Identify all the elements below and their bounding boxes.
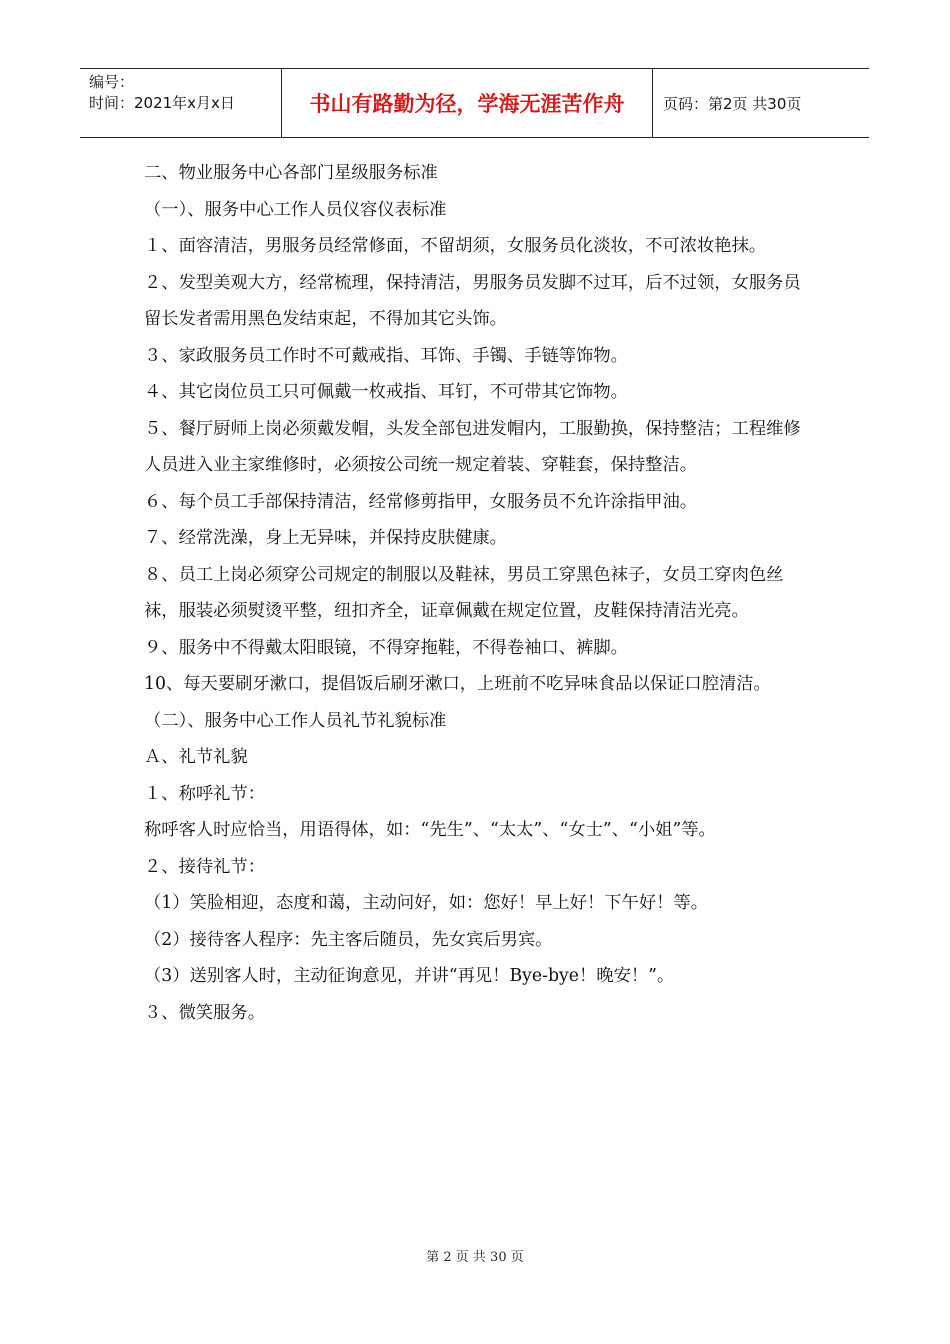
paragraph: ２、发型美观大方，经常梳理，保持清洁，男服务员发脚不过耳，后不过领，女服务员留长发者需用黑色发结束起，不得加其它头饰。 [144, 272, 801, 329]
paragraph: （2）接待客人程序：先主客后随员，先女宾后男宾。 [144, 929, 553, 950]
paragraph: ７、经常洗澡，身上无异味，并保持皮肤健康。 [144, 528, 507, 548]
section-heading: 二、物业服务中心各部门星级服务标准 [144, 163, 438, 183]
page-header [80, 68, 869, 138]
header-page-info: 页码：第2页 共30页 [663, 94, 802, 113]
paragraph: ３、家政服务员工作时不可戴戒指、耳饰、手镯、手链等饰物。 [144, 345, 628, 366]
document-number-label: 编号： [89, 73, 135, 91]
paragraph: ２、接待礼节： [144, 856, 265, 877]
paragraph: ３、微笑服务。 [144, 1002, 265, 1023]
paragraph: １、称呼礼节： [144, 783, 265, 804]
document-body [144, 155, 814, 1031]
header-meta [80, 69, 282, 137]
paragraph: ８、员工上岗必须穿公司规定的制服以及鞋袜，男员工穿黑色袜子，女员工穿肉色丝袜，服装必须熨烫平整，纽扣齐全，证章佩戴在规定位置，皮鞋保持清洁光亮。 [144, 564, 784, 621]
paragraph: （1）笑脸相迎，态度和蔼，主动问好，如：您好！早上好！下午好！等。 [144, 893, 708, 913]
document-date: 时间：2021年x月x日 [89, 94, 235, 112]
paragraph: ５、餐厅厨师上岗必须戴发帽，头发全部包进发帽内，工服勤换，保持整洁；工程维修人员进入业主家维修时，必须按公司统一规定着装、穿鞋套，保持整洁。 [144, 418, 801, 475]
paragraph: １、面容清洁，男服务员经常修面，不留胡须，女服务员化淡妆，不可浓妆艳抹。 [144, 236, 767, 256]
header-motto: 书山有路勤为径，学海无涯苦作舟 [282, 69, 653, 137]
page-footer: 第 2 页 共 30 页 [426, 1250, 524, 1265]
paragraph: ６、每个员工手部保持清洁，经常修剪指甲，女服务员不允许涂指甲油。 [144, 491, 698, 512]
subsection-heading: （二）、服务中心工作人员礼节礼貌标准 [144, 710, 447, 731]
paragraph: 称呼客人时应恰当，用语得体，如：“先生”、“太太”、“女士”、“小姐”等。 [144, 820, 716, 840]
paragraph: Ａ、礼节礼貌 [144, 747, 248, 767]
paragraph: ９、服务中不得戴太阳眼镜，不得穿拖鞋，不得卷袖口、裤脚。 [144, 637, 628, 658]
subsection-heading: （一）、服务中心工作人员仪容仪表标准 [144, 199, 447, 220]
paragraph: 10、每天要刷牙漱口，提倡饭后刷牙漱口，上班前不吃异味食品以保证口腔清洁。 [144, 674, 771, 694]
paragraph: （3）送别客人时，主动征询意见，并讲“再见！Bye-bye！晚安！”。 [144, 966, 675, 986]
paragraph: ４、其它岗位员工只可佩戴一枚戒指、耳钉，不可带其它饰物。 [144, 382, 628, 402]
